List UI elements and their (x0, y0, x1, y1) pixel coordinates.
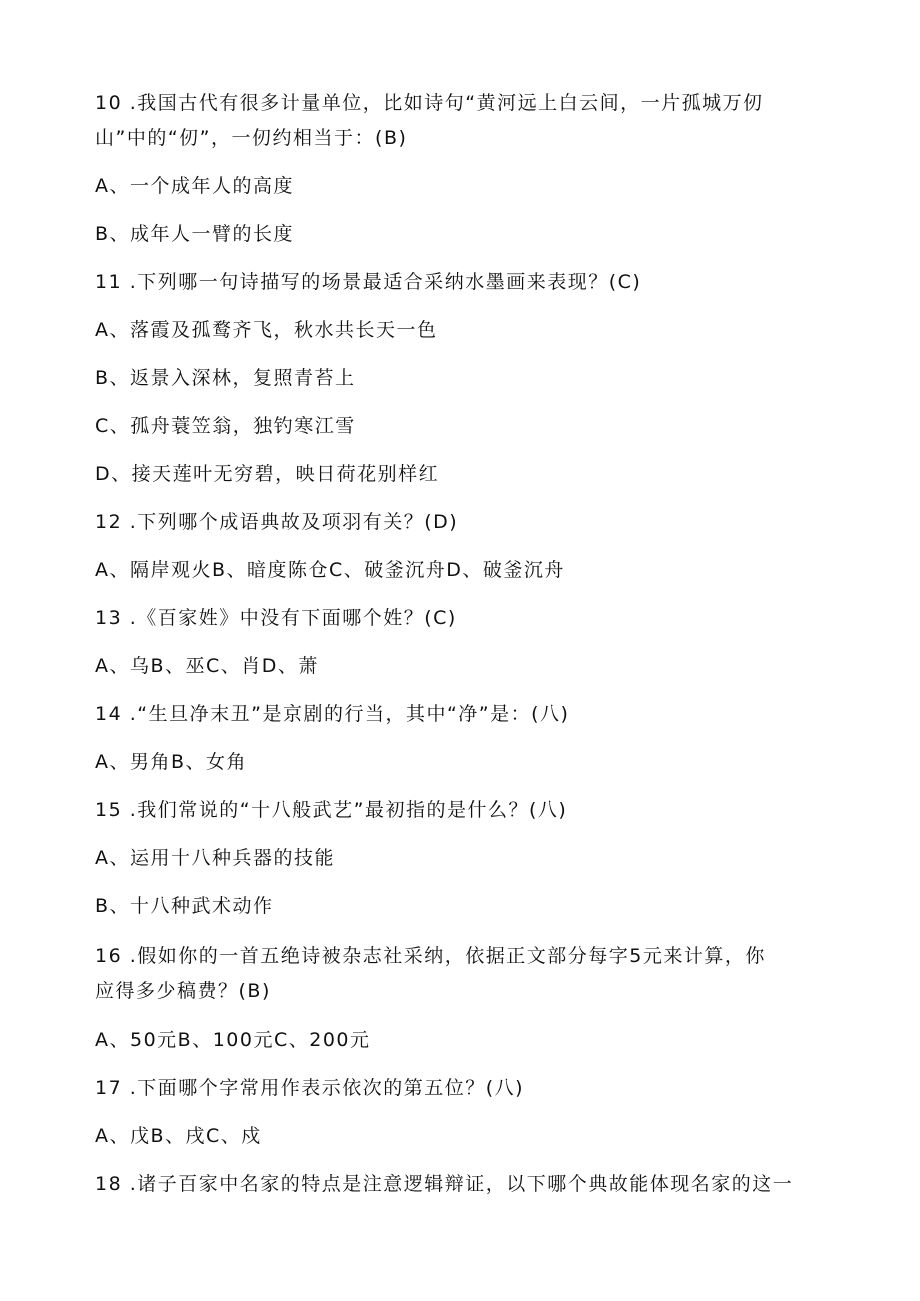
question-16-line-2: 应得多少稿费？(B) (95, 980, 271, 1002)
question-11: 11 .下列哪一句诗描写的场景最适合采纳水墨画来表现？(C) (95, 271, 642, 293)
question-17: 17 .下面哪个字常用作表示依次的第五位？(八) (95, 1077, 525, 1099)
question-11-option-d: D、接天莲叶无穷碧，映日荷花别样红 (95, 463, 440, 485)
question-18-line-1: 18 .诸子百家中名家的特点是注意逻辑辩证，以下哪个典故能体现名家的这一 (95, 1173, 794, 1195)
question-15: 15 .我们常说的“十八般武艺”最初指的是什么？(八) (95, 799, 568, 821)
question-10-line-1: 10 .我国古代有很多计量单位，比如诗句“黄河远上白云间，一片孤城万仞 (95, 92, 764, 114)
question-10-line-2: 山”中的“仞”，一仞约相当于：(B) (95, 127, 408, 149)
question-16-line-1: 16 .假如你的一首五绝诗被杂志社采纳，依据正文部分每字5元来计算，你 (95, 945, 766, 967)
question-14: 14 .“生旦净末丑”是京剧的行当，其中“净”是：(八) (95, 703, 570, 725)
question-11-option-c: C、孤舟蓑笠翁，独钓寒江雪 (95, 415, 356, 437)
question-12: 12 .下列哪个成语典故及项羽有关？(D) (95, 511, 459, 533)
question-17-options: A、戊B、戌C、戍 (95, 1125, 262, 1147)
question-13-options: A、乌B、巫C、肖D、萧 (95, 655, 319, 677)
question-11-option-a: A、落霞及孤鹜齐飞，秋水共长天一色 (95, 319, 438, 341)
question-10-option-a: A、一个成年人的高度 (95, 175, 294, 197)
question-15-option-b: B、十八种武术动作 (95, 895, 274, 917)
question-11-option-b: B、返景入深林，复照青苔上 (95, 367, 356, 389)
question-12-options: A、隔岸观火B、暗度陈仓C、破釜沉舟D、破釜沉舟 (95, 559, 565, 581)
question-14-options: A、男角B、女角 (95, 751, 248, 773)
question-13: 13 .《百家姓》中没有下面哪个姓？(C) (95, 607, 457, 629)
question-16-options: A、50元B、100元C、200元 (95, 1029, 371, 1051)
question-10-option-b: B、成年人一臂的长度 (95, 223, 295, 245)
question-15-option-a: A、运用十八种兵器的技能 (95, 847, 335, 869)
